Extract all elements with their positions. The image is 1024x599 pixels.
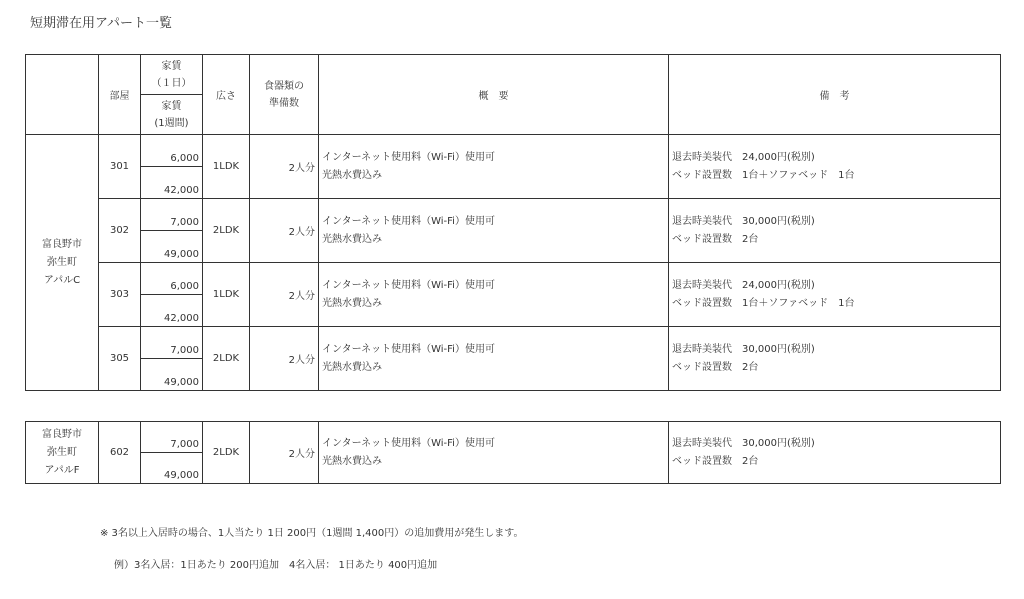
- rent-day: 6,000: [141, 263, 203, 295]
- rent-week: 42,000: [141, 167, 203, 199]
- room-number: 302: [99, 199, 141, 263]
- room-number: 303: [99, 263, 141, 327]
- room-size: 2LDK: [203, 199, 250, 263]
- room-number: 305: [99, 327, 141, 391]
- area-cell-f: 富良野市 弥生町 アパルF: [26, 422, 99, 484]
- header-summary: 概 要: [319, 55, 669, 135]
- dishes-count: 2人分: [250, 422, 319, 484]
- rent-day: 6,000: [141, 135, 203, 167]
- summary-cell: インターネット使用料（Wi-Fi）使用可 光熱水費込み: [319, 135, 669, 199]
- rent-week: 49,000: [141, 359, 203, 391]
- remarks-cell: 退去時美装代 24,000円(税別) ベッド設置数 1台＋ソファベッド 1台: [669, 135, 1001, 199]
- header-remarks: 備 考: [669, 55, 1001, 135]
- room-number: 301: [99, 135, 141, 199]
- room-size: 2LDK: [203, 422, 250, 484]
- dishes-count: 2人分: [250, 199, 319, 263]
- summary-cell: インターネット使用料（Wi-Fi）使用可 光熱水費込み: [319, 199, 669, 263]
- rent-week: 49,000: [141, 231, 203, 263]
- header-rent-day: 家賃 （１日）: [141, 55, 203, 95]
- rent-week: 42,000: [141, 295, 203, 327]
- apartment-table-c: [25, 54, 1001, 391]
- header-room: 部屋: [99, 55, 141, 135]
- room-size: 2LDK: [203, 327, 250, 391]
- remarks-cell: 退去時美装代 30,000円(税別) ベッド設置数 2台: [669, 327, 1001, 391]
- page-title: 短期滞在用アパート一覧: [30, 16, 172, 31]
- rent-day: 7,000: [141, 327, 203, 359]
- header-size: 広さ: [203, 55, 250, 135]
- summary-cell: インターネット使用料（Wi-Fi）使用可 光熱水費込み: [319, 422, 669, 484]
- rent-day: 7,000: [141, 199, 203, 231]
- header-area: [26, 55, 99, 135]
- rent-week: 49,000: [141, 453, 203, 484]
- room-size: 1LDK: [203, 135, 250, 199]
- remarks-cell: 退去時美装代 24,000円(税別) ベッド設置数 1台＋ソファベッド 1台: [669, 263, 1001, 327]
- room-number: 602: [99, 422, 141, 484]
- apartment-table-f: [25, 421, 1001, 484]
- room-size: 1LDK: [203, 263, 250, 327]
- header-rent-week: 家賃 (1週間): [141, 95, 203, 135]
- remarks-cell: 退去時美装代 30,000円(税別) ベッド設置数 2台: [669, 422, 1001, 484]
- area-cell-c: 富良野市 弥生町 アパルC: [26, 135, 99, 391]
- header-dishes: 食器類の 準備数: [250, 55, 319, 135]
- dishes-count: 2人分: [250, 263, 319, 327]
- remarks-cell: 退去時美装代 30,000円(税別) ベッド設置数 2台: [669, 199, 1001, 263]
- dishes-count: 2人分: [250, 327, 319, 391]
- summary-cell: インターネット使用料（Wi-Fi）使用可 光熱水費込み: [319, 263, 669, 327]
- note-surcharge: ※ 3名以上入居時の場合、1人当たり 1日 200円（1週間 1,400円）の追加費用が発生します。: [100, 528, 524, 539]
- summary-cell: インターネット使用料（Wi-Fi）使用可 光熱水費込み: [319, 327, 669, 391]
- rent-day: 7,000: [141, 422, 203, 453]
- note-example: 例）3名入居：1日あたり 200円追加 4名入居： 1日あたり 400円追加: [114, 560, 438, 571]
- dishes-count: 2人分: [250, 135, 319, 199]
